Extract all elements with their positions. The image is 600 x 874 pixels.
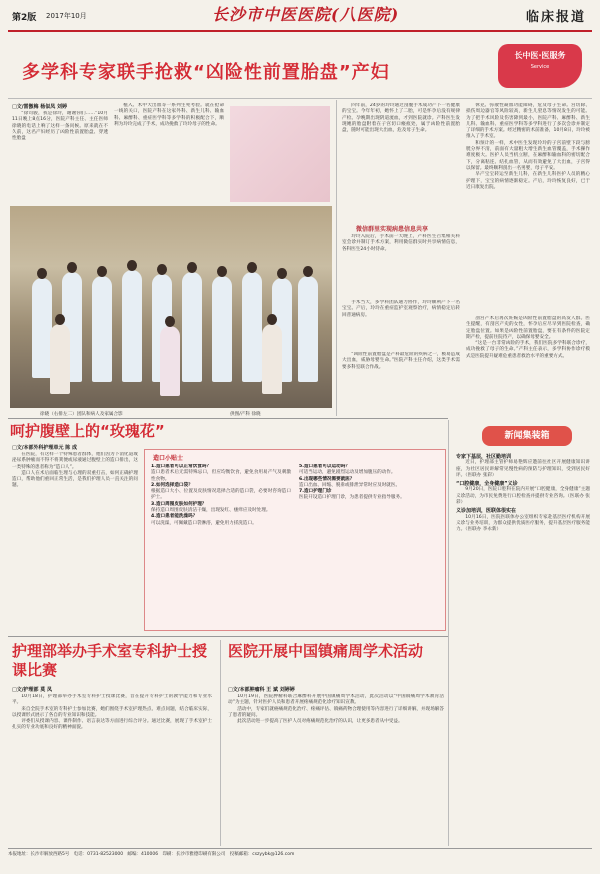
- box-col1-para: 在医院，有这样一个特殊患者群体，他们因为下消化道或泌尿系肿瘤而不得不将粪便或尿液通过腹壁上的造口排出，这一类特殊的患者称为“造口人”。: [12, 452, 138, 470]
- lead-col3: [342, 103, 460, 221]
- hospital-byline: □文/本部肿瘤科 王 斌 刘婷婷: [228, 687, 295, 693]
- masthead: 长沙市中医医院(八医院): [212, 5, 400, 24]
- hospital-para: 10月19日，医院肿瘤科联合麻醉科开展中国镇痛周学术活动，此次活动以“中国镇痛周学术教育活动”为主题，针对医护人员和患者开展疼痛规范化诊疗知识宣教。: [228, 694, 444, 706]
- lead-col4-para: 休克、弥散性凝血功能障碍，危及母子生命。宫切除、损伤周边器官等风险较高，新生儿窒息等情况发生的可能。为了把手术风险及伤害降到最小，医院产科、麻醉科、新生儿科、输血科、重症医学科等多学科进行了多次会诊并制定了详细的手术方案。经过精密的术前准备，10月8日，玲玲被推入了手术室。: [466, 103, 590, 140]
- news-item-title: 义诊加培训，医联体很实在: [456, 508, 517, 515]
- tips-col-right: [299, 464, 439, 628]
- news-sidebar: [452, 426, 592, 848]
- tip-question: 3.造口周围皮肤如何护理？: [151, 501, 207, 507]
- tip-answer: 根据造口大小、位置及皮肤情况选择合适的造口袋，必要时咨询造口护士。: [151, 489, 291, 501]
- nursing-headline: 护理部举办手术室专科护士授课比赛: [12, 642, 208, 679]
- divider: [8, 418, 448, 419]
- lead-headline: 多学科专家联手抢救“凶险性前置胎盘”产妇: [22, 62, 390, 83]
- footer-address: 本报地址：长沙市解放西路5号: [8, 852, 70, 857]
- news-item-title: 专家下基层，社区勤培训: [456, 454, 512, 460]
- lead-col2: [114, 103, 224, 201]
- tip-question: 1.造口患者可以正常饮食吗？: [151, 464, 212, 469]
- service-badge: [498, 44, 582, 88]
- lead-col3d: [342, 352, 460, 410]
- news-item-text: 10月16日，医院医联体办公室组织专家赴基层医疗机构开展义诊与业务培训，为群众提供优质医疗服务，提升基层医疗服务能力。（医联办 李永新）: [456, 514, 590, 533]
- divider: [448, 420, 449, 846]
- tip-question: 7.造口护理门诊: [299, 489, 332, 495]
- hospital-headline: 医院开展中国镇痛周学术活动: [228, 642, 424, 660]
- tip-question: 5.造口患者可以运动吗？: [299, 464, 350, 469]
- divider: [336, 100, 337, 416]
- tips-title: 造口小贴士: [153, 455, 184, 462]
- lead-col4: [466, 103, 590, 313]
- header-rule: [8, 30, 592, 32]
- lead-col1: [12, 111, 108, 201]
- photo-credit: 供图/产科 徐晓: [230, 412, 261, 417]
- hospital-body: [228, 694, 444, 844]
- hospital-para: 活动中，专家们就癌痛规范化治疗、疼痛评估、镇痛药物合理使用等内容进行了详细讲解，并现场解答了患者的疑问。: [228, 706, 444, 718]
- lead-col1-para: “徐司骏，我是徐玲，谢谢你们……”10月11日晚上8点16分，医院产科主任、主任医师徐晓的电话上响了这样一条问候。原来就在不久前，这名产妇经历了凶险性前置胎盘、穿透性胎盘: [12, 111, 108, 142]
- box-byline: □文/本部外科护理单元 陈 成: [12, 445, 78, 451]
- tip-answer: 保持造口周围皮肤清洁干燥，出现发红、瘙痒应及时处理。: [151, 508, 271, 514]
- section-title: 临床报道: [525, 10, 586, 25]
- nursing-para: 10月18日，护理部举办手术室专科护士授课比赛，旨在提升专科护士的教学能力和专业水平。: [12, 694, 212, 706]
- news-banner: 新闻集装箱: [482, 426, 572, 446]
- news-item-title: “口腔健康，全身健康”义诊: [456, 481, 518, 488]
- lead-col3b-para: 玲玲入院后，手术前一天晚上，产科医生召集相关科室会诊并制订手术方案，利用微信群实时共享病情信息，各科医生24小时待命。: [342, 234, 460, 252]
- page-number: 第2版: [12, 13, 37, 23]
- issue-date: 2017年10月: [46, 12, 87, 20]
- lead-col3-para: 四年前，24岁的玲玲通过剖腹手术成功产下一名健康的宝宝。今年年初，她怀上了二胎，可是怀孕后没有规律产检。孕晚期出现阴道流血，才到医院就诊。产科医生发现她的胎盘附着在子宫切口瘢痕处，属于凶险性前置胎盘，随时可能出现大出血，危及母子生命。: [342, 103, 460, 134]
- mother-baby-photo: [230, 106, 330, 202]
- lead-col3c-para: 手术当天，多学科团队通力协作，玲玲顺利产下一名宝宝。产后，玲玲在重症监护室观察治疗，病情稳定后转回普通病房。: [342, 300, 460, 318]
- tip-question: 4.造口患者能洗澡吗？: [151, 514, 198, 520]
- news-list: [456, 452, 590, 844]
- lead-col3c: [342, 300, 460, 350]
- nursing-para: 来自全院手术室的专科护士参加比赛，她们围绕手术室护理热点、难点问题，结合临床实际，以授课形式展示了各自的专业知识和技能。: [12, 706, 212, 718]
- box-headline: 呵护腹壁上的“玫瑰花”: [10, 422, 165, 440]
- tips-box: [144, 449, 446, 631]
- footer-printer: 印刷：长沙市雅德印刷有限公司: [162, 852, 226, 857]
- tip-answer: 可适当运动，避免剧烈运动及增加腹压的动作。: [299, 470, 396, 476]
- footer-tel: 电话：0731-82523000: [73, 852, 124, 857]
- news-item-text: 9月20日，医院口腔科在院内开展“口腔健康，全身健康”主题义诊活动，为市民免费进行口腔检查并提供专业咨询。（医联办 张彩）: [456, 487, 590, 506]
- footer: [8, 848, 592, 866]
- nursing-byline: □文/护理部 莫 凤: [12, 687, 53, 693]
- lead-col5: [466, 316, 590, 414]
- tip-answer: 可以洗澡，可佩戴造口袋淋浴，避免用力搓洗造口。: [151, 520, 257, 526]
- box-col1-para: 造口人在术后面临生理与心理的双重打击，如何正确护理造口，帮助他们重回正常生活，是我们护理人员一直关注的问题。: [12, 470, 138, 489]
- lead-subtitle: 微信群里实现病患信息共享: [356, 226, 429, 233]
- lead-col5-para: 剖宫产术后再次妊娠是凶险性前置胎盘的高发人群。医生提醒，有剖宫产史的女性，怀孕后应尽早到医院检查，确定胎盘位置。如果是凶险性前置胎盘，要在有条件的医院定期产检，提前住院待产，以确保母婴安全。: [466, 316, 590, 340]
- lead-col4-para: 早产宝宝转运至新生儿科，在新生儿科医护人员的精心护理下，宝宝的病情逐渐稳定。产后，玲玲恢复良好，已于近日康复出院。: [466, 172, 590, 190]
- tip-answer: 造口患者术后无需特殊忌口，但应均衡饮食，避免食用易产气及刺激性食物。: [151, 470, 291, 482]
- tips-col-left: [151, 464, 291, 628]
- lead-col2-para: 植入、术中大出血等一系列生死考验。就在抢命一线的关口，医院产科在这家外科、新生儿科、输血科、麻醉科、重症医学科等多学科的积极配合下，顺利为玲玲完成了手术，成功挽救了玲玲母子的性命。: [114, 103, 224, 127]
- team-photo: [10, 206, 332, 408]
- lead-col4-para: 和预计的一样，术中医生发现玲玲的子宫前壁下段与膀胱分界不清，前面有大量粗大增生新生血管覆盖，手术操作难度极大。医护人员当机立断，在麻醉和输血科的密切配合下，分离粘连、结扎血管，从而有效避免了大出血，子宫得以保留。最终顺利剖出一名男婴，母子平安。: [466, 140, 590, 171]
- tip-question: 6.出现哪些情况需要就医？: [299, 476, 355, 482]
- footer-hotline: 投稿邮箱：cszyybk@126.com: [229, 852, 295, 857]
- lead-col5-para: “这是一台非常凶险的手术，我们医院多学科联合诊疗，成功挽救了母子的生命。”产科主任表示，多学科协作诊疗模式是医院提升疑难危重患者救治水平的重要方式。: [466, 341, 590, 359]
- nursing-body: [12, 694, 212, 844]
- badge-title: 长中医·医服务: [514, 51, 566, 60]
- badge-sub: Service: [530, 64, 550, 70]
- lead-col3b: [342, 234, 460, 298]
- divider: [220, 640, 221, 846]
- box-col1: [12, 452, 138, 632]
- lead-byline: □文/雷傲梅 杨似凤 刘婷: [12, 104, 68, 110]
- tip-answer: 医院开设造口护理门诊，为患者提供专业指导服务。: [299, 495, 405, 501]
- photo-caption: 徐晓（右排左二）团队和病人及家属合影: [40, 412, 123, 417]
- divider: [8, 636, 448, 637]
- lead-col3d-para: “凶险性前置胎盘是产科最危险的疾病之一，极易造成大出血，威胁母婴生命。”医院产科主任介绍，这类手术需要多科室联合作战。: [342, 352, 460, 370]
- hospital-para: 此次活动进一步提高了医护人员对疼痛规范化治疗的认识，让更多患者从中受益。: [237, 719, 403, 725]
- nursing-para: 评委们从授课内容、课件制作、语言表达等方面进行综合评分。通过比赛，展现了手术室护士扎实的专业功底和良好的精神面貌。: [12, 719, 212, 731]
- news-item-text: 近日，护理部主管护师易艳辉应邀前往社区开展健康知识讲座，为社区居民讲解常见慢性病的预防与护理知识，受到居民好评。（医联办 张彩）: [456, 460, 590, 478]
- footer-postcode: 邮编：410006: [127, 852, 159, 857]
- divider: [8, 98, 592, 99]
- tip-answer: 造口出血、回缩、脱垂或排泄异常时应及时就医。: [299, 482, 401, 488]
- tip-question: 2.如何选择造口袋？: [151, 482, 193, 488]
